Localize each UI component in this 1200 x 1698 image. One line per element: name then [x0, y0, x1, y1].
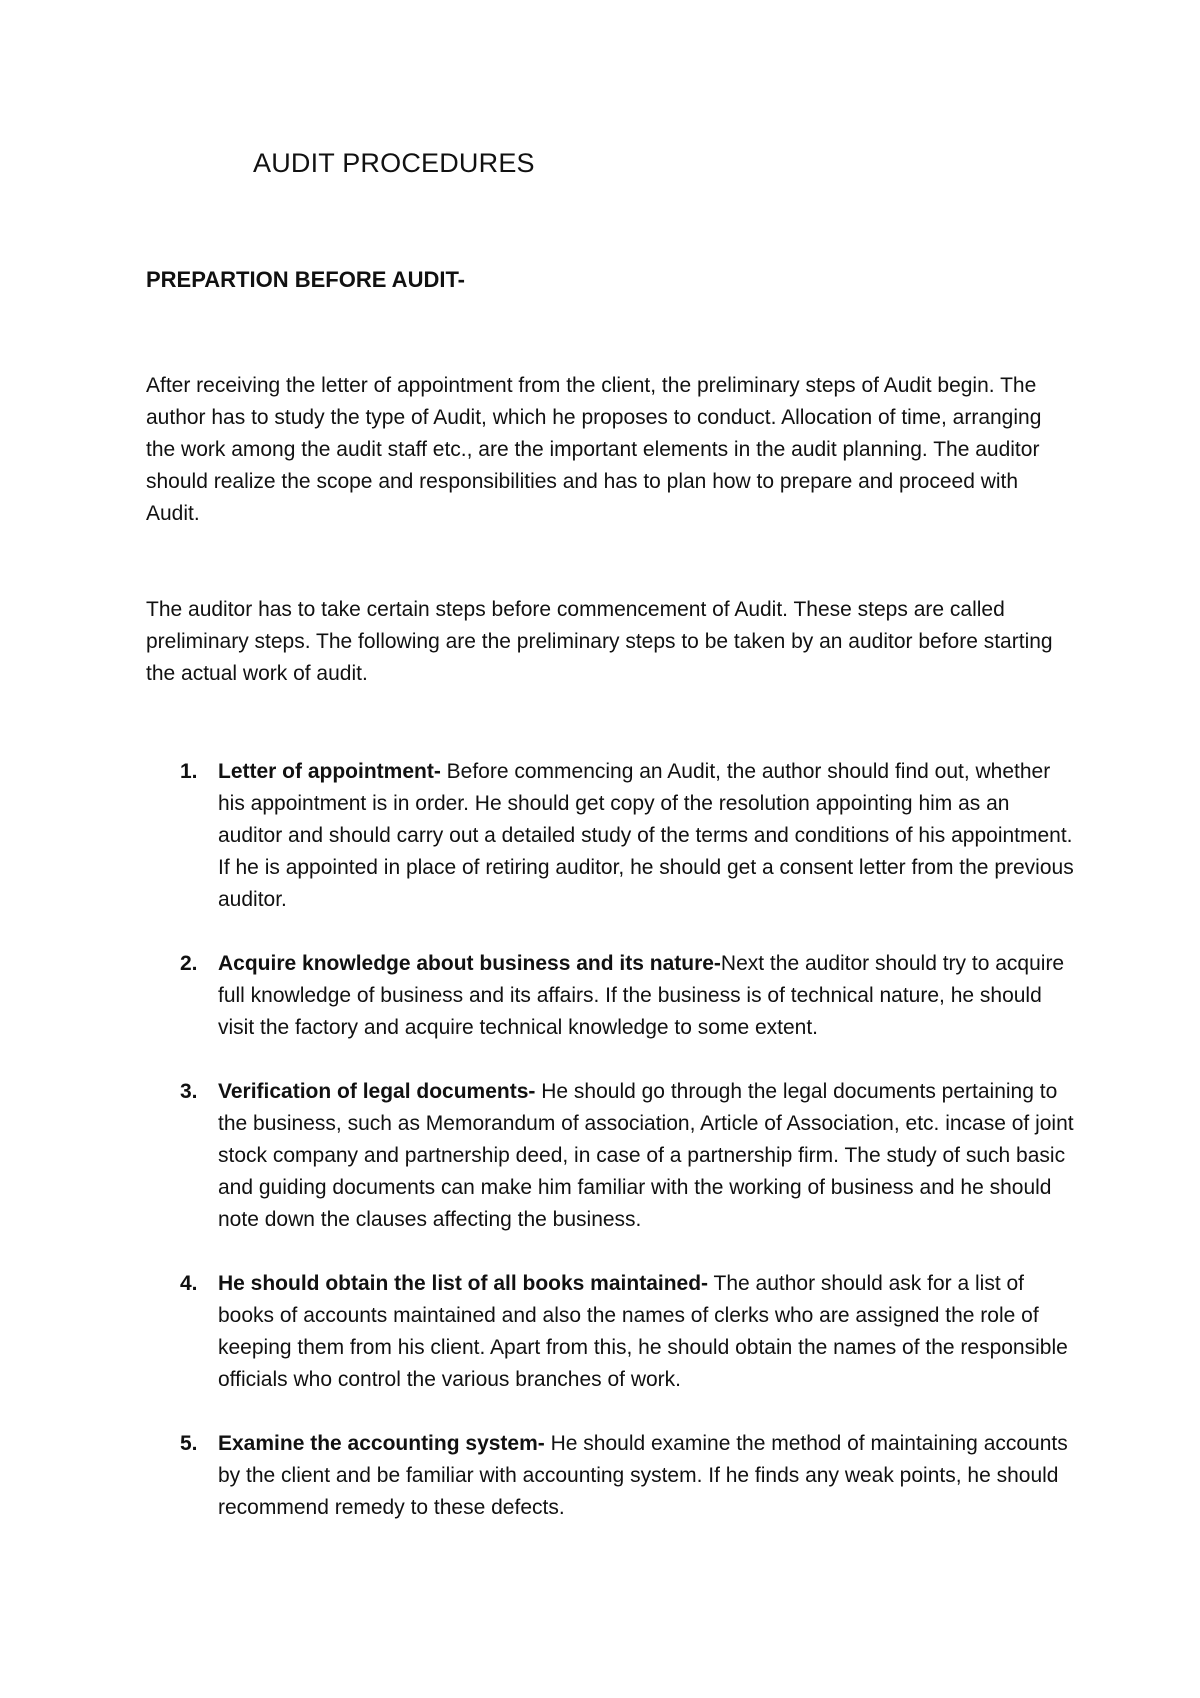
- list-item: [146, 1268, 1076, 1396]
- steps-intro-paragraph: The auditor has to take certain steps before commencement of Audit. These steps are called preliminary steps. The following are the preliminary steps to be taken by an auditor before starting the actual work of audit.: [146, 598, 1053, 685]
- list-item-number: 2.: [180, 952, 198, 975]
- list-item-title: Letter of appointment-: [218, 760, 441, 783]
- list-item-text: Next the auditor should try to acquire full knowledge of business and its affairs. If the business is of technical nature, he should visit the factory and acquire technical knowledge to some extent.: [218, 952, 1065, 1039]
- list-item-title: Acquire knowledge about business and its nature-: [218, 952, 721, 975]
- list-item: [146, 1428, 1076, 1524]
- preliminary-steps-list: [146, 756, 1076, 1556]
- section-heading: PREPARTION BEFORE AUDIT-: [146, 267, 466, 292]
- document-title: AUDIT PROCEDURES: [253, 148, 535, 178]
- list-item-number: 3.: [180, 1080, 198, 1103]
- list-item: [146, 948, 1076, 1044]
- list-item-text: The author should ask for a list of books of accounts maintained and also the names of clerks who are assigned the role of keeping them from his client. Apart from this, he should obtain the names of the responsible officials who control the various branches of work.: [218, 1272, 1068, 1391]
- list-item-title: He should obtain the list of all books maintained-: [218, 1272, 709, 1295]
- list-item-text: He should go through the legal documents pertaining to the business, such as Memorandum of association, Article of Association, etc. incase of joint stock company and partnership deed, in case of a partnership firm. The study of such basic and guiding documents can make him familiar with the working of business and he should note down the clauses affecting the business.: [218, 1080, 1074, 1231]
- intro-paragraph: After receiving the letter of appointment from the client, the preliminary steps of Audit begin. The author has to study the type of Audit, which he proposes to conduct. Allocation of time, arranging the work among the audit staff etc., are the important elements in the audit planning. The auditor should realize the scope and responsibilities and has to plan how to prepare and proceed with Audit.: [146, 374, 1042, 525]
- list-item-number: 4.: [180, 1272, 198, 1295]
- list-item-text: Before commencing an Audit, the author should find out, whether his appointment is in order. He should get copy of the resolution appointing him as an auditor and should carry out a detailed study of the terms and conditions of his appointment. If he is appointed in place of retiring auditor, he should get a consent letter from the previous auditor.: [218, 760, 1074, 911]
- list-item-title: Examine the accounting system-: [218, 1432, 545, 1455]
- list-item: [146, 756, 1076, 916]
- list-item: [146, 1076, 1076, 1236]
- list-item-text: He should examine the method of maintaining accounts by the client and be familiar with accounting system. If he finds any weak points, he should recommend remedy to these defects.: [218, 1432, 1068, 1519]
- list-item-title: Verification of legal documents-: [218, 1080, 536, 1103]
- list-item-number: 5.: [180, 1432, 198, 1455]
- list-item-number: 1.: [180, 760, 198, 783]
